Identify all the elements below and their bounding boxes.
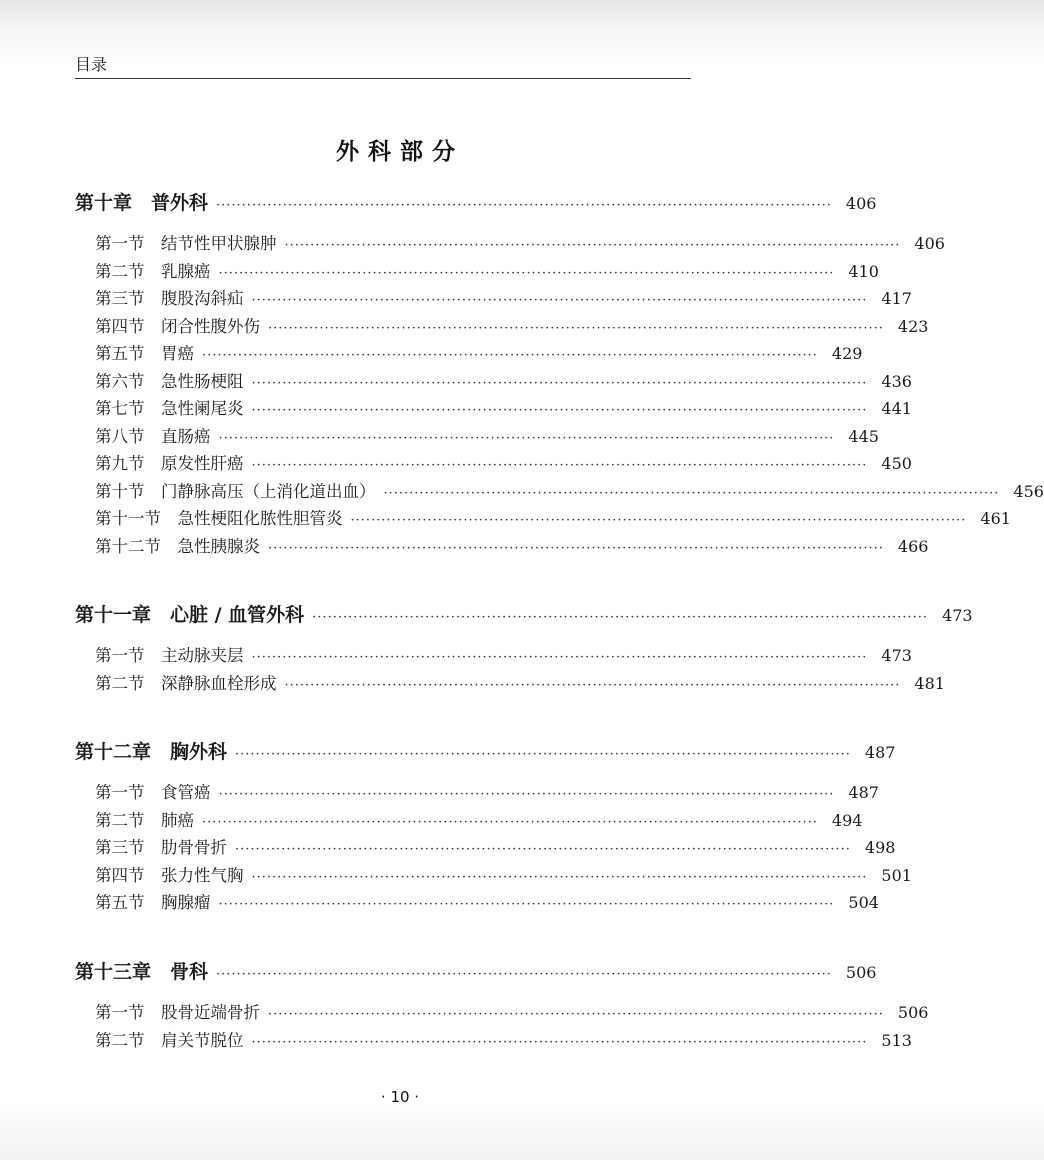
dot-leader: ························································································································: [218, 897, 835, 912]
section-entry[interactable]: [95, 834, 896, 858]
section-entry-title: 第九节 原发性肝癌: [95, 454, 244, 473]
section-entry-title: 第三节 肋骨骨折: [95, 838, 227, 857]
section-entry[interactable]: [95, 258, 879, 282]
section-entry-title: 第八节 直肠癌: [95, 426, 211, 446]
section-entry-title: 第五节 胸腺瘤: [95, 893, 211, 912]
dot-leader: ························································································································: [284, 677, 901, 693]
section-entry-page-number: 501: [881, 865, 912, 885]
section-entry[interactable]: [95, 313, 929, 337]
section-entry[interactable]: [95, 642, 912, 666]
section-entry-title: 第二节 肩关节脱位: [95, 1030, 244, 1050]
section-entry-title: 第二节 深静脉血栓形成: [95, 673, 277, 693]
chapter-entry-page-number: 506: [845, 963, 877, 982]
section-entry-title: 第六节 急性肠梗阻: [95, 371, 244, 391]
section-entry-title: 第四节 闭合性腹外伤: [95, 316, 260, 336]
section-entry[interactable]: [95, 395, 912, 419]
section-entry-page-number: 417: [881, 289, 912, 308]
section-entry[interactable]: [95, 368, 912, 392]
section-entry-title: 第五节 胃癌: [95, 344, 194, 363]
section-entry-page-number: 487: [848, 783, 879, 802]
section-entry[interactable]: [95, 450, 912, 474]
section-entry-title: 第一节 主动脉夹层: [95, 646, 244, 665]
section-entry[interactable]: [95, 1027, 912, 1051]
dot-leader: ························································································································: [202, 814, 818, 830]
dot-leader: ························································································································: [251, 375, 868, 391]
section-entry[interactable]: [95, 670, 945, 694]
chapter-entry-title: 第十三章 骨科: [75, 961, 209, 983]
dot-leader: ························································································································: [251, 458, 868, 473]
chapter-entry-title: 第十章 普外科: [75, 192, 209, 214]
dot-leader: ························································································································: [284, 238, 901, 253]
dot-leader: ························································································································: [251, 869, 868, 885]
chapter-entry[interactable]: [75, 737, 896, 763]
dot-leader: ························································································································: [235, 747, 851, 762]
chapter-entry[interactable]: [75, 600, 973, 626]
running-header: [75, 52, 691, 79]
section-title: 外科部分: [336, 138, 464, 165]
section-entry-title: 第二节 肺癌: [95, 810, 194, 830]
section-entry-page-number: 513: [881, 1030, 912, 1050]
dot-leader: ························································································································: [350, 513, 967, 528]
chapter-entry-page-number: 406: [845, 194, 877, 213]
section-entry-page-number: 406: [914, 234, 945, 253]
dot-leader: ························································································································: [235, 842, 851, 857]
dot-leader: ························································································································: [251, 650, 868, 665]
section-entry-page-number: 473: [881, 646, 912, 665]
dot-leader: ························································································································: [218, 430, 835, 446]
section-entry-page-number: 436: [881, 371, 912, 391]
section-entry[interactable]: [95, 285, 912, 309]
dot-leader: ························································································································: [202, 348, 818, 363]
section-entry-title: 第七节 急性阑尾炎: [95, 399, 244, 418]
section-entry-page-number: 466: [897, 536, 929, 556]
section-entry[interactable]: [95, 423, 879, 447]
dot-leader: ························································································································: [383, 485, 1000, 501]
dot-leader: ························································································································: [251, 403, 868, 418]
chapter-entry-page-number: 473: [942, 606, 973, 625]
section-entry-title: 第一节 股骨近端骨折: [95, 1003, 260, 1022]
section-entry-page-number: 410: [848, 261, 879, 281]
header-title: 目录: [75, 55, 108, 74]
section-entry-page-number: 498: [864, 838, 896, 857]
section-entry-title: 第三节 腹股沟斜疝: [95, 289, 244, 308]
chapter-entry-title: 第十一章 心脏 / 血管外科: [75, 604, 305, 626]
dot-leader: ························································································································: [251, 1034, 868, 1050]
section-entry[interactable]: [95, 779, 879, 803]
section-entry-title: 第四节 张力性气胸: [95, 865, 244, 885]
section-entry-page-number: 445: [848, 426, 879, 446]
section-entry-title: 第十一节 急性梗阻化脓性胆管炎: [95, 509, 343, 528]
section-entry-page-number: 461: [980, 509, 1011, 528]
section-entry-title: 第十二节 急性胰腺炎: [95, 536, 260, 556]
dot-leader: ························································································································: [251, 293, 868, 308]
section-entry[interactable]: [95, 340, 863, 364]
chapter-entry[interactable]: [75, 188, 877, 214]
section-entry-title: 第二节 乳腺癌: [95, 261, 211, 281]
section-entry[interactable]: [95, 889, 879, 913]
dot-leader: ························································································································: [218, 265, 835, 281]
section-entry-page-number: 504: [848, 893, 879, 912]
dot-leader: ························································································································: [268, 1007, 884, 1022]
section-entry[interactable]: [95, 533, 929, 557]
dot-leader: ························································································································: [268, 320, 884, 336]
section-entry-page-number: 481: [914, 673, 945, 693]
section-entry[interactable]: [95, 807, 863, 831]
section-entry-page-number: 429: [831, 344, 863, 363]
section-entry[interactable]: [95, 478, 1044, 502]
section-entry[interactable]: [95, 505, 1011, 529]
section-entry-page-number: 423: [897, 316, 929, 336]
section-entry-title: 第一节 结节性甲状腺肿: [95, 234, 277, 253]
section-entry-page-number: 494: [831, 810, 863, 830]
page-number: · 10 ·: [380, 1088, 420, 1106]
chapter-entry-title: 第十二章 胸外科: [75, 741, 228, 763]
chapter-entry[interactable]: [75, 957, 877, 983]
section-entry-page-number: 456: [1013, 481, 1044, 501]
section-entry[interactable]: [95, 999, 929, 1023]
section-entry-title: 第十节 门静脉高压（上消化道出血）: [95, 481, 376, 501]
section-entry-page-number: 441: [881, 399, 912, 418]
section-entry[interactable]: [95, 862, 912, 886]
dot-leader: ························································································································: [312, 610, 929, 625]
dot-leader: ························································································································: [268, 540, 884, 556]
section-entry[interactable]: [95, 230, 945, 254]
dot-leader: ························································································································: [216, 967, 832, 982]
dot-leader: ························································································································: [216, 198, 832, 213]
chapter-entry-page-number: 487: [864, 743, 896, 762]
section-entry-page-number: 450: [881, 454, 912, 473]
section-entry-title: 第一节 食管癌: [95, 783, 211, 802]
dot-leader: ························································································································: [218, 787, 835, 802]
section-entry-page-number: 506: [897, 1003, 929, 1022]
